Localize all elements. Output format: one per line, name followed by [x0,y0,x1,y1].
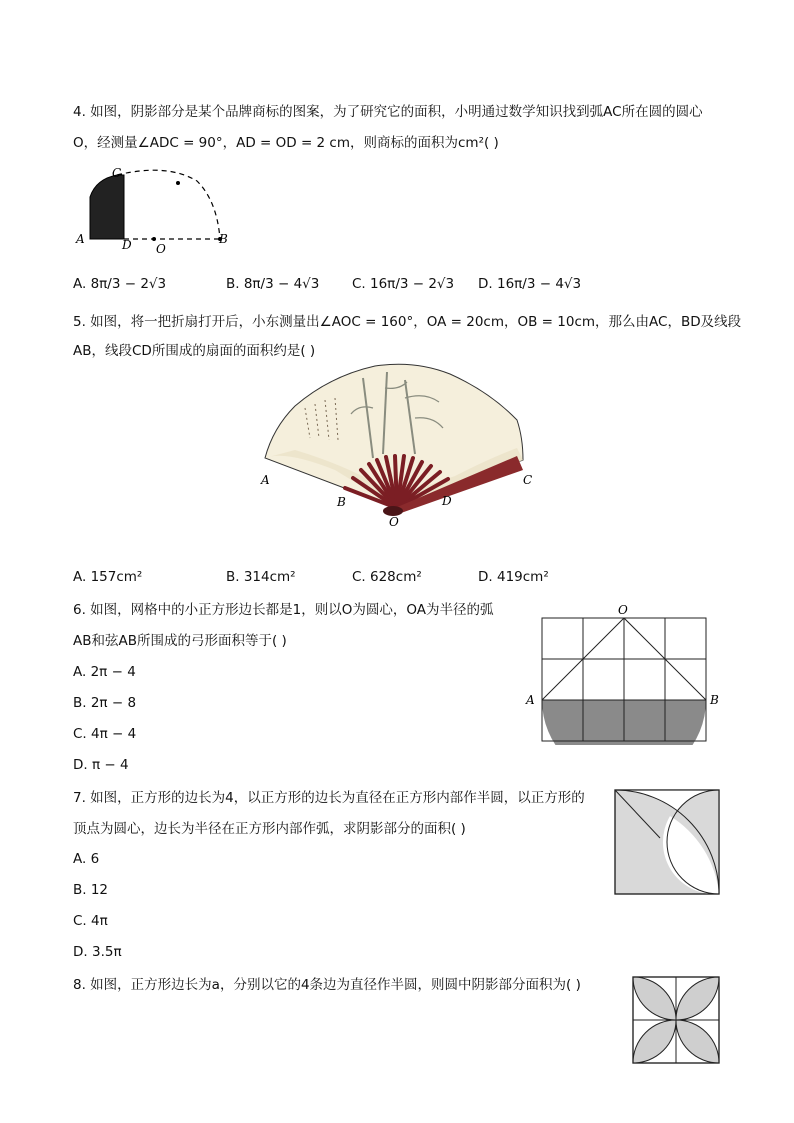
q5-fan-figure [255,358,540,528]
q6-stem-line2: AB和弦AB所围成的弓形面积等于( ) [73,633,287,649]
q6-stem-line1: 6. 如图，网格中的小正方形边长都是1，则以O为圆心，OA为半径的弧 [73,602,494,618]
q5-option-b[interactable]: B. 314cm² [226,569,296,585]
q4-label-d: D [122,238,132,252]
q7-option-b[interactable]: B. 12 [73,882,109,898]
q5-stem-line2: AB，线段CD所围成的扇面的面积约是( ) [73,343,316,359]
q4-label-o: O [156,242,166,256]
q5-stem-line1: 5. 如图，将一把折扇打开后，小东测量出∠AOC = 160°，OA = 20cm，OB = 10cm，那么由AC，BD及线段 [73,314,742,330]
q6-option-c[interactable]: C. 4π − 4 [73,726,137,742]
q4-arc-dashed [117,170,220,239]
q5-label-o: O [389,515,399,528]
q6-label-b: B [710,693,719,707]
q5-label-b: B [337,495,346,509]
q4-option-a[interactable]: A. 8π/3 − 2√3 [73,276,167,292]
q4-stem-line1: 4. 如图，阴影部分是某个品牌商标的图案，为了研究它的面积，小明通过数学知识找到弧AC所在圆的圆心 [73,104,703,120]
q8-stem-line1: 8. 如图，正方形边长为a，分别以它的4条边为直径作半圆，则圆中阴影部分面积为( ) [73,977,581,993]
q7-option-d[interactable]: D. 3.5π [73,944,122,960]
q6-option-a[interactable]: A. 2π − 4 [73,664,136,680]
q4-stem-line2: O，经测量∠ADC = 90°，AD = OD = 2 cm，则商标的面积为cm²( ) [73,135,499,151]
q5-option-a[interactable]: A. 157cm² [73,569,143,585]
q4-option-b[interactable]: B. 8π/3 − 4√3 [226,276,320,292]
q4-label-b: B [219,232,228,246]
q5-label-c: C [523,473,533,487]
q8-square-figure [630,975,722,1065]
q6-label-o: O [618,603,628,617]
q6-option-d[interactable]: D. π − 4 [73,757,129,773]
q5-label-a: A [261,473,270,487]
q4-option-c[interactable]: C. 16π/3 − 2√3 [352,276,455,292]
q6-grid-figure [520,600,728,745]
q6-label-a: A [526,693,535,707]
q5-label-d: D [442,494,452,508]
q5-option-d[interactable]: D. 419cm² [478,569,549,585]
q7-stem-line2: 顶点为圆心，边长为半径在正方形内部作弧，求阴影部分的面积( ) [73,821,466,837]
q4-label-c: C [112,166,122,180]
q7-option-c[interactable]: C. 4π [73,913,108,929]
q4-figure [72,165,237,257]
q7-option-a[interactable]: A. 6 [73,851,100,867]
q5-option-c[interactable]: C. 628cm² [352,569,422,585]
q6-option-b[interactable]: B. 2π − 8 [73,695,137,711]
q7-stem-line1: 7. 如图，正方形的边长为4，以正方形的边长为直径在正方形内部作半圆，以正方形的 [73,790,585,806]
q7-square-figure [612,788,722,896]
q4-label-a: A [76,232,85,246]
q4-shaded-region [90,175,124,239]
q4-option-d[interactable]: D. 16π/3 − 4√3 [478,276,582,292]
